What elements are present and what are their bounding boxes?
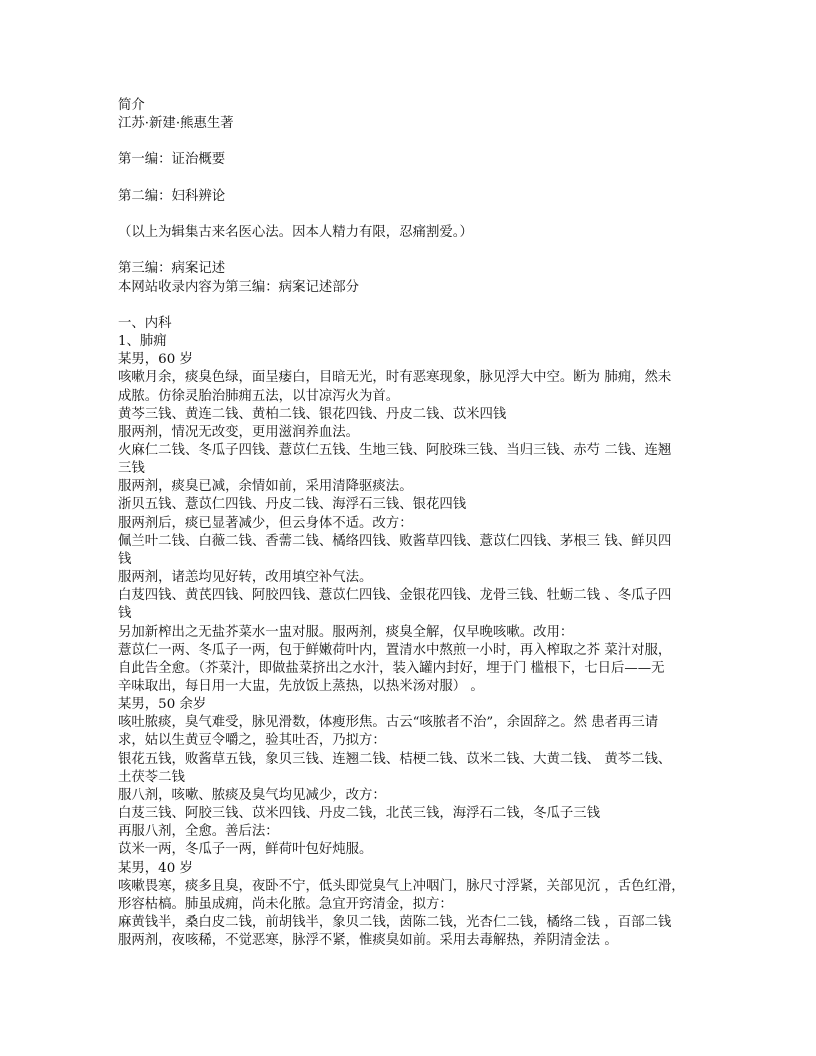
blank-line [118,170,718,188]
blank-line [118,242,718,260]
text-line: 第二编：妇科辨论 [118,188,226,204]
text-line: 服两剂，夜咳稀，不觉恶寒，脉浮不紧，惟痰臭如前。采用去毒解热，养阴清金法 。 [118,933,618,949]
text-line: 第一编：证治概要 [118,152,226,168]
text-line: 咳嗽畏寒，痰多且臭，夜卧不宁，低头即觉臭气上冲咽门，脉尺寸浮紧，关部见沉 ，舌色红滑， [118,878,685,894]
text-line: 一、内科 [118,315,172,331]
text-line: 另加新榨出之无盐芥菜水一盅对服。服两剂，痰臭全解，仅早晚咳嗽。改用： [118,624,574,640]
text-line: 服两剂，情况无改变，更用滋润养血法。 [118,424,360,440]
text-line: 银花五钱，败酱草五钱，象贝三钱、连翘二钱、桔梗二钱、苡米二钱、大黄二钱、 黄芩二钱、 [118,751,672,767]
text-line: 1、肺痈 [118,334,167,350]
text-line: 服八剂，咳嗽、脓痰及臭气均见减少，改方： [118,787,386,803]
text-line: 服两剂后，痰已显著减少，但云身体不适。改方： [118,515,413,531]
text-line: 麻黄钱半，桑白皮二钱，前胡钱半，象贝二钱，茵陈二钱，光杏仁二钱，橘络二钱 ，百部二钱 [118,915,672,931]
text-line: （以上为辑集古来名医心法。因本人精力有限，忍痛割爱。） [118,225,473,241]
text-line: 形容枯槁。肺虽成痈，尚未化脓。急宜开窍清金，拟方： [118,896,453,912]
text-line: 三钱 [118,461,145,477]
text-line: 苡米一两，冬瓜子一两，鲜荷叶包好炖服。 [118,842,373,858]
text-line: 本网站收录内容为第三编：病案记述部分 [118,279,360,295]
text-line: 佩兰叶二钱、白薇二钱、香薷二钱、橘络四钱、败酱草四钱、薏苡仁四钱、茅根三 钱、鲜贝四 [118,533,672,549]
document-page [118,97,718,950]
text-line: 简介 [118,98,145,113]
text-line: 第三编：病案记述 [118,261,226,277]
text-line: 土茯苓二钱 [118,769,185,785]
text-line: 黄芩三钱、黄连二钱、黄柏二钱、银花四钱、丹皮二钱、苡米四钱 [118,406,507,422]
text-line: 成脓。仿徐灵胎治肺痈五法，以甘凉泻火为首。 [118,388,400,404]
text-line: 某男，40 岁 [118,860,193,876]
text-line: 钱 [118,551,132,567]
text-line: 服两剂，痰臭已减，余情如前，采用清降驱痰法。 [118,479,413,495]
text-line: 火麻仁二钱、冬瓜子四钱、薏苡仁五钱、生地三钱、阿胶珠三钱、当归三钱、赤芍 二钱、连翘 [118,442,672,458]
text-line: 求，姑以生黄豆令嚼之，验其吐否，乃拟方： [118,733,386,749]
text-line: 浙贝五钱、薏苡仁四钱、丹皮二钱、海浮石三钱、银花四钱 [118,497,467,513]
text-line: 白芨四钱、黄芪四钱、阿胶四钱、薏苡仁四钱、金银花四钱、龙骨三钱、牡蛎二钱 、冬瓜子四 [118,588,672,604]
text-line: 再服八剂，全愈。善后法： [118,824,279,840]
text-line: 咳嗽月余，痰臭色绿，面呈痿白，目暗无光，时有恶寒现象，脉见浮大中空。断为 肺痈，然未 [118,370,672,386]
text-line: 白芨三钱、阿胶三钱、苡米四钱、丹皮二钱，北芪三钱，海浮石二钱，冬瓜子三钱 [118,806,601,822]
text-line: 薏苡仁一两、冬瓜子一两，包于鲜嫩荷叶内，置清水中熬煎一小时，再入榨取之芥 菜汁对服， [118,642,672,658]
text-line: 服两剂，诸恙均见好转，改用填空补气法。 [118,570,373,586]
blank-line [118,206,718,224]
text-line: 钱 [118,606,132,622]
text-line: 江苏·新建·熊惠生著 [118,116,234,132]
text-line: 某男，60 岁 [118,352,193,368]
blank-line [118,133,718,151]
text-line: 自此告全愈。（芥菜汁，即做盐菜挤出之水汁，装入罐内封好，埋于门 槛根下，七日后——无 [118,660,665,676]
text-line: 咳吐脓痰，臭气难受，脉见滑数，体瘦形焦。古云“咳脓者不治”，余固辞之。然 患者再三请 [118,715,659,731]
text-line: 某男，50 余岁 [118,697,207,713]
blank-line [118,297,718,315]
text-line: 辛味取出，每日用一大盅，先放饭上蒸热，以热米汤对服） 。 [118,679,484,694]
